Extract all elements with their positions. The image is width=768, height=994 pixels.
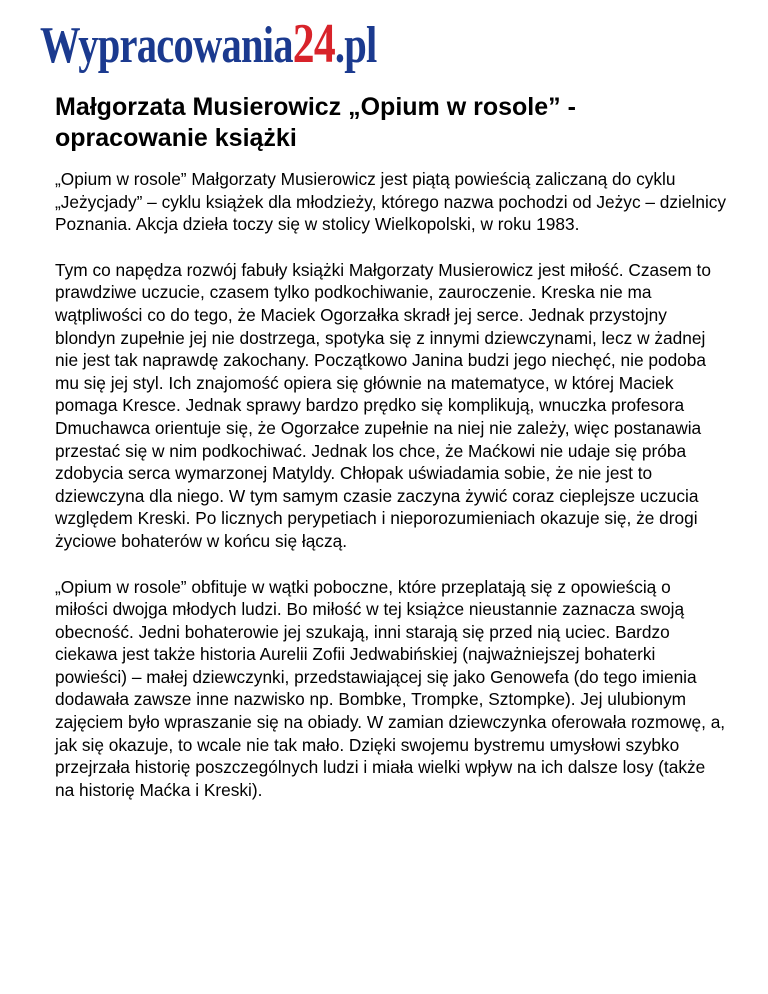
logo-brand-text: Wypracowania bbox=[40, 17, 293, 74]
logo-number-text: 24 bbox=[292, 13, 335, 75]
article-body bbox=[55, 168, 727, 824]
paragraph-3: „Opium w rosole” obfituje w wątki poboczne, które przeplatają się z opowieścią o miłości dwojga młodych ludzi. Bo miłość w tej książce nieustannie zaznacza swoją obecność. Jedni bohaterowie jej szukają, inni starają się przed nią uciec. Bardzo ciekawa jest także historia Aurelii Zofii Jedwabińskiej (najważniejszej bohaterki powieści) – małej dziewczynki, przedstawiającej się jako Genowefa (do tego imienia dodawała zawsze inne nazwisko np. Bombke, Trompke, Sztompke). Jej ulubionym zajęciem było wpraszanie się na obiady. W zamian dziewczynka oferowała rozmowę, a, jak się okazuje, to wcale nie tak mało. Dzięki swojemu bystremu umysłowi szybko przejrzała historię poszczególnych ludzi i miała wielki wpływ na ich dalsze losy (także na historię Maćka i Kreski). bbox=[55, 576, 726, 800]
article-title: Małgorzata Musierowicz „Opium w rosole” - opracowanie książki bbox=[55, 93, 576, 152]
paragraph-2: Tym co napędza rozwój fabuły książki Małgorzaty Musierowicz jest miłość. Czasem to prawdziwe uczucie, czasem tylko podkochiwanie, zauroczenie. Kreska nie ma wątpliwości co do tego, że Maciek Ogorzałka skradł jej serce. Jednak przystojny blondyn zupełnie jej nie dostrzega, spotyka się z innymi dziewczynami, lecz w żadnej nie jest tak naprawdę zakochany. Początkowo Janina budzi jego niechęć, nie podoba mu się jej styl. Ich znajomość opiera się głównie na matematyce, w której Maciek pomaga Kresce. Jednak sprawy bardzo prędko się komplikują, wnuczka profesora Dmuchawca orientuje się, że Ogorzałce zupełnie na niej nie zależy, więc postanawia przestać się w nim podkochiwać. Jednak los chce, że Maćkowi nie udaje się próba zdobycia serca wymarzonej Matyldy. Chłopak uświadamia sobie, że nie jest to dziewczyna dla niego. W tym samym czasie zaczyna żywić coraz cieplejsze uczucia względem Kreski. Po licznych perypetiach i nieporozumieniach okazuje się, że drogi życiowe bohaterów w końcu się łączą. bbox=[55, 259, 711, 551]
logo-domain-text: .pl bbox=[334, 17, 377, 74]
site-logo[interactable] bbox=[40, 13, 377, 75]
paragraph-1: „Opium w rosole” Małgorzaty Musierowicz jest piątą powieścią zaliczaną do cyklu „Jeżycjady” – cyklu książek dla młodzieży, którego nazwa pochodzi od Jeżyc – dzielnicy Poznania. Akcja dzieła toczy się w stolicy Wielkopolski, w roku 1983. bbox=[55, 169, 727, 235]
